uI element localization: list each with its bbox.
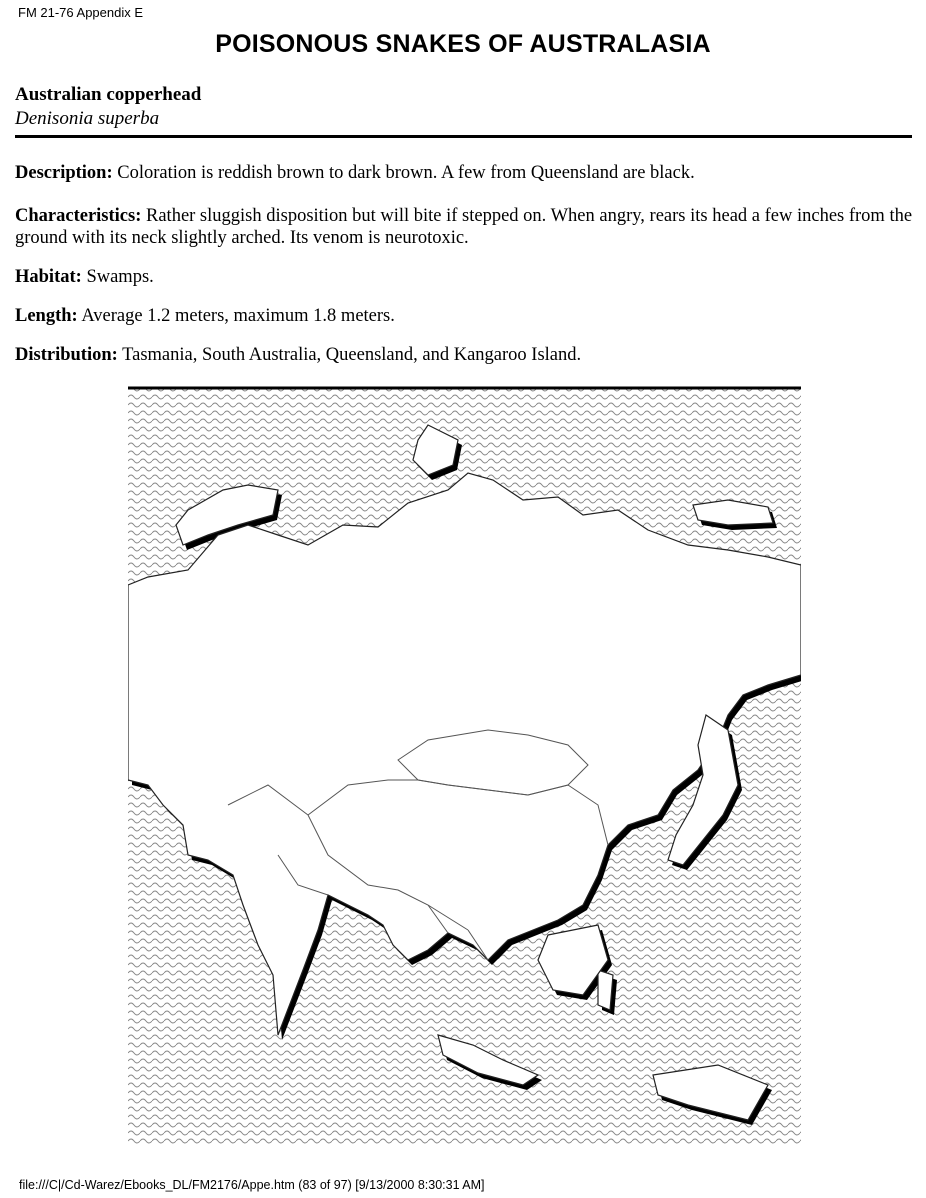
field-text: Swamps.: [86, 267, 154, 287]
field-label: Distribution:: [15, 345, 118, 365]
field-label: Length:: [15, 306, 78, 326]
field-label: Habitat:: [15, 267, 82, 287]
snake-common-name: Australian copperhead: [15, 84, 202, 105]
field-label: Description:: [15, 163, 113, 183]
snake-scientific-name: Denisonia superba: [15, 108, 160, 129]
document-header: FM 21-76 Appendix E: [18, 5, 144, 20]
field-text: Tasmania, South Australia, Queensland, and Kangaroo Island.: [122, 345, 582, 365]
distribution-map: [128, 385, 801, 1145]
field-description: [15, 162, 915, 184]
field-distribution: [15, 344, 915, 366]
section-divider: [15, 135, 912, 138]
field-length: [15, 305, 915, 327]
page-footer: file:///C|/Cd-Warez/Ebooks_DL/FM2176/Appe.htm (83 of 97) [9/13/2000 8:30:31 AM]: [19, 1178, 485, 1192]
field-label: Characteristics:: [15, 206, 142, 226]
field-characteristics: [15, 205, 915, 249]
field-text: Rather sluggish disposition but will bite if stepped on. When angry, rears its head a few inches from the ground with its neck slightly arched. Its venom is neurotoxic.: [15, 206, 913, 248]
page-title: POISONOUS SNAKES OF AUSTRALASIA: [215, 30, 711, 58]
field-text: Coloration is reddish brown to dark brown. A few from Queensland are black.: [117, 163, 695, 183]
field-text: Average 1.2 meters, maximum 1.8 meters.: [81, 306, 395, 326]
field-habitat: [15, 266, 915, 288]
